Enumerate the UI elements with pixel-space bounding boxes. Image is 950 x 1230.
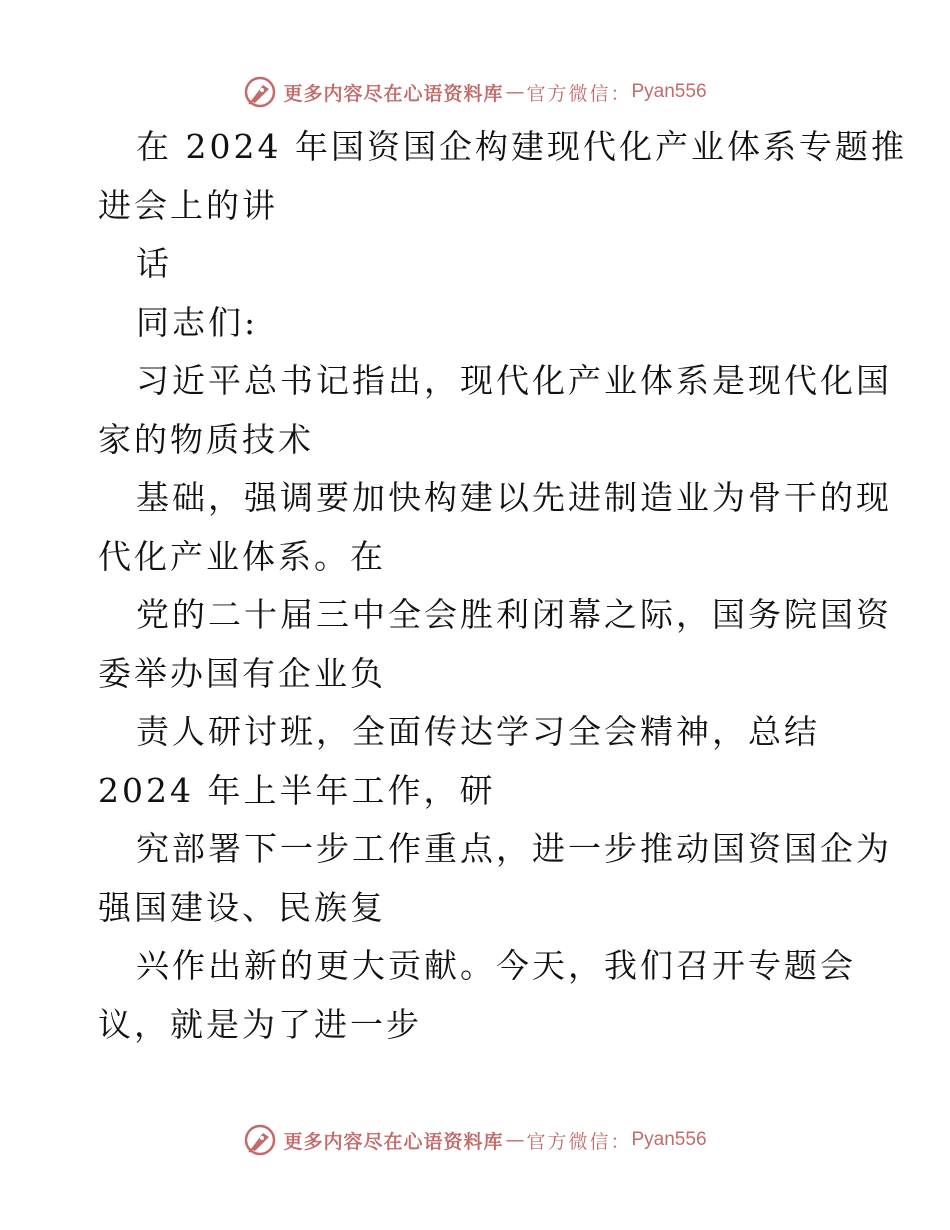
text-line: 责人研讨班，全面传达学习全会精神，总结 — [136, 712, 820, 751]
banner-wechat-label: 官方微信： — [526, 82, 632, 105]
document-body — [98, 118, 907, 1054]
text-line: 家的物质技术 — [98, 419, 314, 459]
text-line: 兴作出新的更大贡献。今天，我们召开专题会 — [136, 946, 856, 985]
salutation: 同志们: — [136, 302, 259, 342]
text-line: 习近平总书记指出，现代化产业体系是现代化国 — [136, 361, 892, 400]
banner-wechat-id: Pyan556 — [631, 81, 707, 102]
text-line: 基础，强调要加快构建以先进制造业为骨干的现 — [136, 478, 892, 517]
banner-separator: — — [505, 1129, 525, 1151]
header-watermark-banner — [0, 72, 950, 112]
text-line: 强国建设、民族复 — [98, 887, 386, 927]
text-line: 进会上的讲 — [98, 185, 278, 225]
banner-separator: — — [505, 81, 525, 103]
banner-main-text: 更多内容尽在心语资料库 — [283, 1130, 504, 1153]
text-line: 话 — [136, 244, 172, 283]
banner-main-text: 更多内容尽在心语资料库 — [283, 82, 504, 105]
banner-wechat-id: Pyan556 — [631, 1129, 707, 1150]
text-line: 究部署下一步工作重点，进一步推动国资国企为 — [136, 829, 892, 868]
text-line: 代化产业体系。在 — [98, 536, 386, 576]
pen-nib-logo-icon — [243, 1123, 277, 1157]
pen-nib-logo-icon — [243, 75, 277, 109]
text-line: 2024 年上半年工作，研 — [98, 770, 496, 810]
banner-wechat-label: 官方微信： — [526, 1130, 632, 1153]
text-line: 在 2024 年国资国企构建现代化产业体系专题推 — [136, 127, 907, 166]
text-line: 议，就是为了进一步 — [98, 1004, 422, 1044]
footer-watermark-banner — [0, 1120, 950, 1160]
text-line: 委举办国有企业负 — [98, 653, 386, 693]
text-line: 党的二十届三中全会胜利闭幕之际，国务院国资 — [136, 595, 892, 634]
